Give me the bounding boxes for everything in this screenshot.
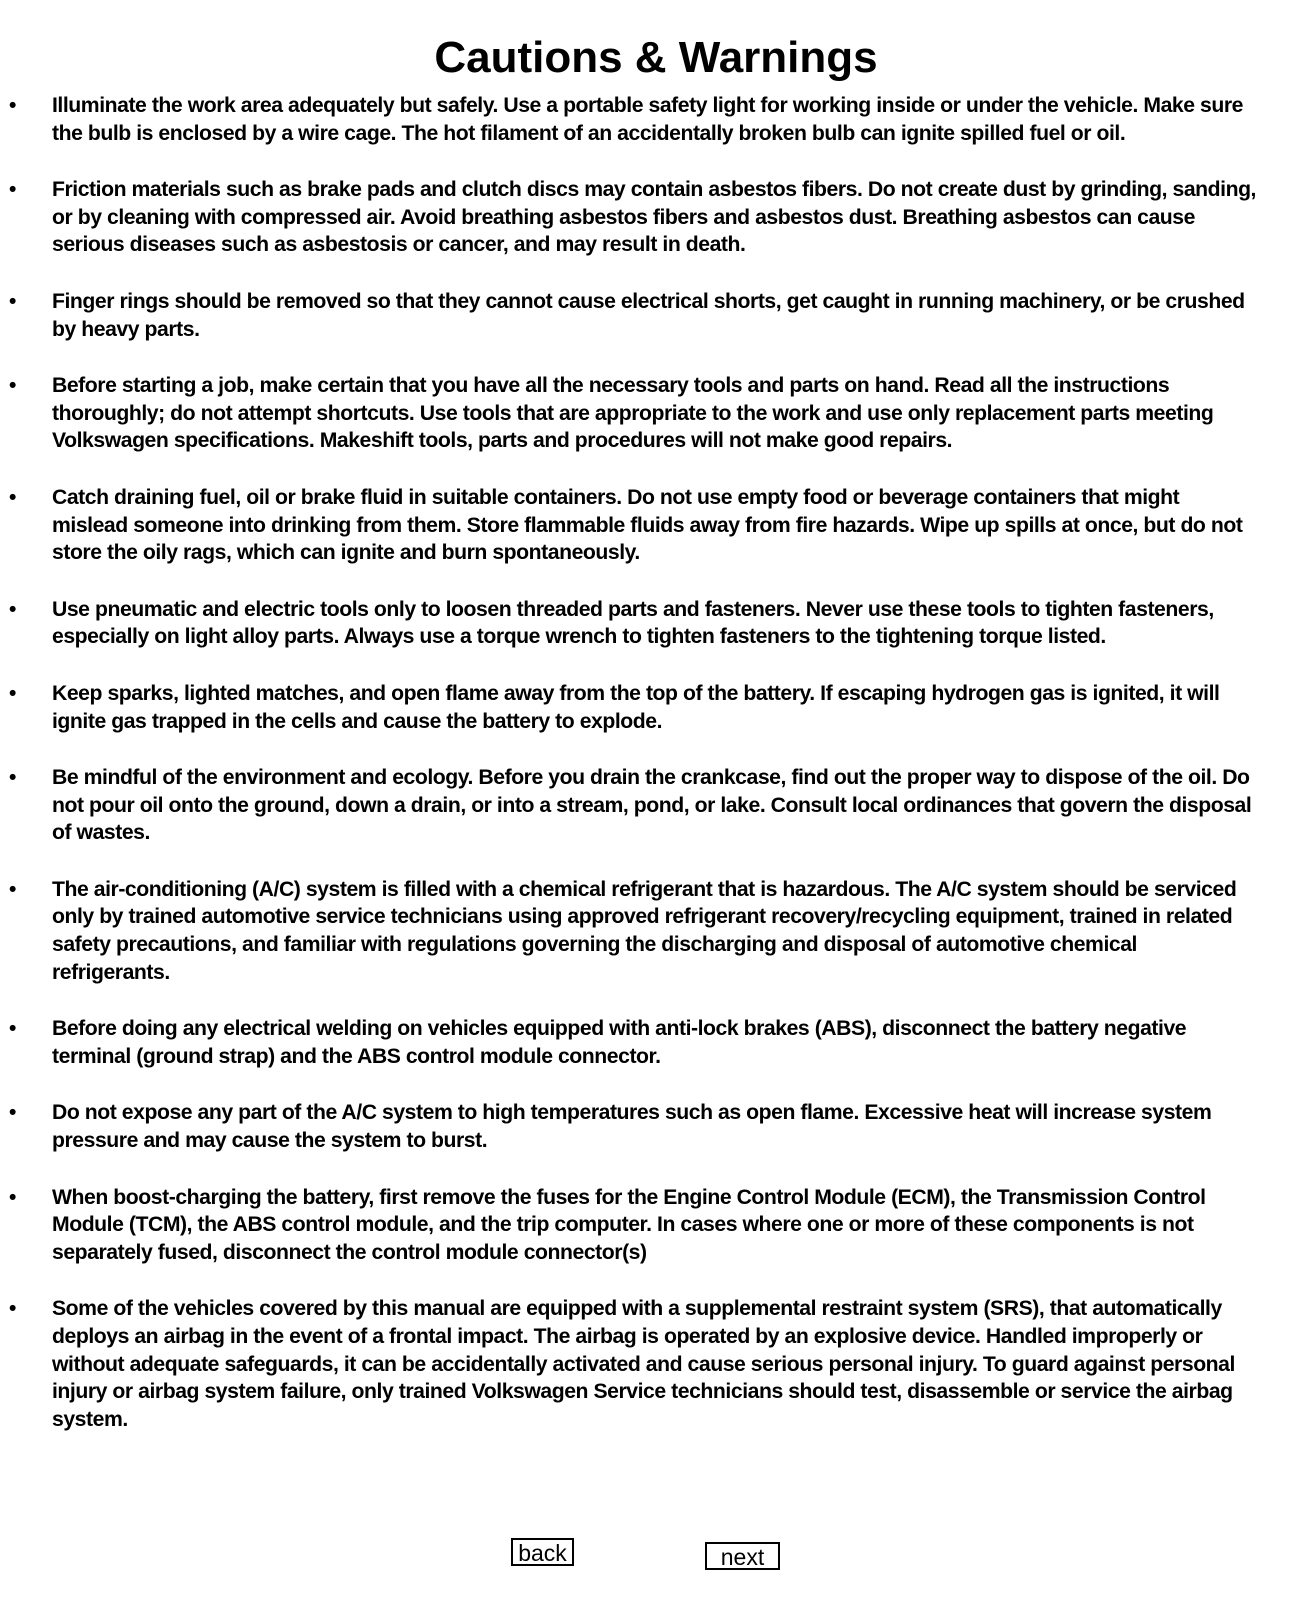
bullet-icon: • — [9, 1185, 16, 1209]
caution-item — [0, 876, 1312, 986]
caution-text: Be mindful of the environment and ecology. Before you drain the crankcase, find out the proper way to dispose of the oil. Do not pour oil onto the ground, down a drain, or into a stream, pond, or lake. Consult local ordinances that govern the disposal of wastes. — [52, 766, 1252, 845]
bullet-icon: • — [9, 178, 16, 202]
caution-item — [0, 680, 1312, 735]
caution-item — [0, 596, 1312, 651]
cautions-list — [0, 92, 1312, 1462]
bullet-icon: • — [9, 374, 16, 398]
bullet-icon: • — [9, 289, 16, 313]
caution-text: Catch draining fuel, oil or brake fluid in suitable containers. Do not use empty food or beverage containers that might mislead someone into drinking from them. Store flammable fluids away from fire hazards. Wipe up spills at once, but do not store the oily rags, which can ignite and burn spontaneously. — [52, 485, 1243, 565]
page-title: Cautions & Warnings — [434, 33, 878, 83]
caution-text: Keep sparks, lighted matches, and open flame away from the top of the battery. If escaping hydrogen gas is ignited, it will ignite gas trapped in the cells and cause the battery to explode. — [52, 681, 1220, 733]
caution-text: When boost-charging the battery, first remove the fuses for the Engine Control Module (ECM), the Transmission Control Module (TCM), the ABS control module, and the trip computer. In cases where one or more of these components is not separately fused, disconnect the control module connector(s) — [52, 1185, 1206, 1264]
bullet-icon: • — [9, 1101, 16, 1125]
caution-text: The air-conditioning (A/C) system is filled with a chemical refrigerant that is hazardous. The A/C system should be serviced only by trained automotive service technicians using approved refrigerant recovery/recycling equipment, trained in related safety precautions, and familiar with regulations governing the discharging and disposal of automotive chemical refrigerants. — [52, 877, 1237, 984]
caution-text: Before starting a job, make certain that you have all the necessary tools and parts on hand. Read all the instructions thoroughly; do not attempt shortcuts. Use tools that are appropriate to the work and use only replacement parts meeting Volkswagen specifications. Makeshift tools, parts and procedures will not make good repairs. — [52, 374, 1214, 453]
bullet-icon: • — [9, 766, 16, 790]
bullet-icon: • — [9, 597, 16, 621]
caution-text: Use pneumatic and electric tools only to loosen threaded parts and fasteners. Never use these tools to tighten fasteners, especially on light alloy parts. Always use a torque wrench to tighten fasteners to the tightening torque listed. — [52, 597, 1214, 649]
caution-item — [0, 764, 1312, 847]
caution-item — [0, 176, 1312, 259]
bullet-icon: • — [9, 485, 16, 509]
caution-item — [0, 484, 1312, 567]
bullet-icon: • — [9, 94, 16, 117]
caution-text: Friction materials such as brake pads and clutch discs may contain asbestos fibers. Do not create dust by grinding, sanding, or by cleaning with compressed air. Avoid breathing asbestos fibers and asbestos dust. Breathing asbestos can cause serious diseases such as asbestosis or cancer, and may result in death. — [52, 178, 1256, 257]
caution-item — [0, 1099, 1312, 1154]
caution-text: Finger rings should be removed so that they cannot cause electrical shorts, get caught in running machinery, or be crushed by heavy parts. — [52, 289, 1245, 341]
back-button[interactable]: back — [511, 1538, 574, 1566]
bullet-icon: • — [9, 681, 16, 705]
caution-item — [0, 372, 1312, 455]
next-button[interactable]: next — [705, 1542, 780, 1570]
bullet-icon: • — [9, 1297, 16, 1321]
bullet-icon: • — [9, 877, 16, 901]
caution-item — [0, 1015, 1312, 1070]
caution-item — [0, 92, 1312, 147]
caution-text: Do not expose any part of the A/C system to high temperatures such as open flame. Excessive heat will increase system pressure and may cause the system to burst. — [52, 1101, 1212, 1153]
caution-item — [0, 288, 1312, 343]
caution-text: Some of the vehicles covered by this manual are equipped with a supplemental restraint system (SRS), that automatically deploys an airbag in the event of a frontal impact. The airbag is operated by an explosive device. Handled improperly or without adequate safeguards, it can be accidentally activated and cause serious personal injury. To guard against personal injury or airbag system failure, only trained Volkswagen Service technicians should test, disassemble or service the airbag system. — [52, 1297, 1235, 1431]
caution-text: Before doing any electrical welding on vehicles equipped with anti-lock brakes (ABS), disconnect the battery negative terminal (ground strap) and the ABS control module connector. — [52, 1017, 1187, 1068]
caution-item — [0, 1184, 1312, 1267]
caution-item — [0, 1295, 1312, 1433]
page-navigation — [0, 1537, 1312, 1577]
bullet-icon: • — [9, 1017, 16, 1041]
caution-text: Illuminate the work area adequately but safely. Use a portable safety light for working inside or under the vehicle. Make sure the bulb is enclosed by a wire cage. The hot filament of an accidentally broken bulb can ignite spilled fuel or oil. — [52, 94, 1243, 145]
